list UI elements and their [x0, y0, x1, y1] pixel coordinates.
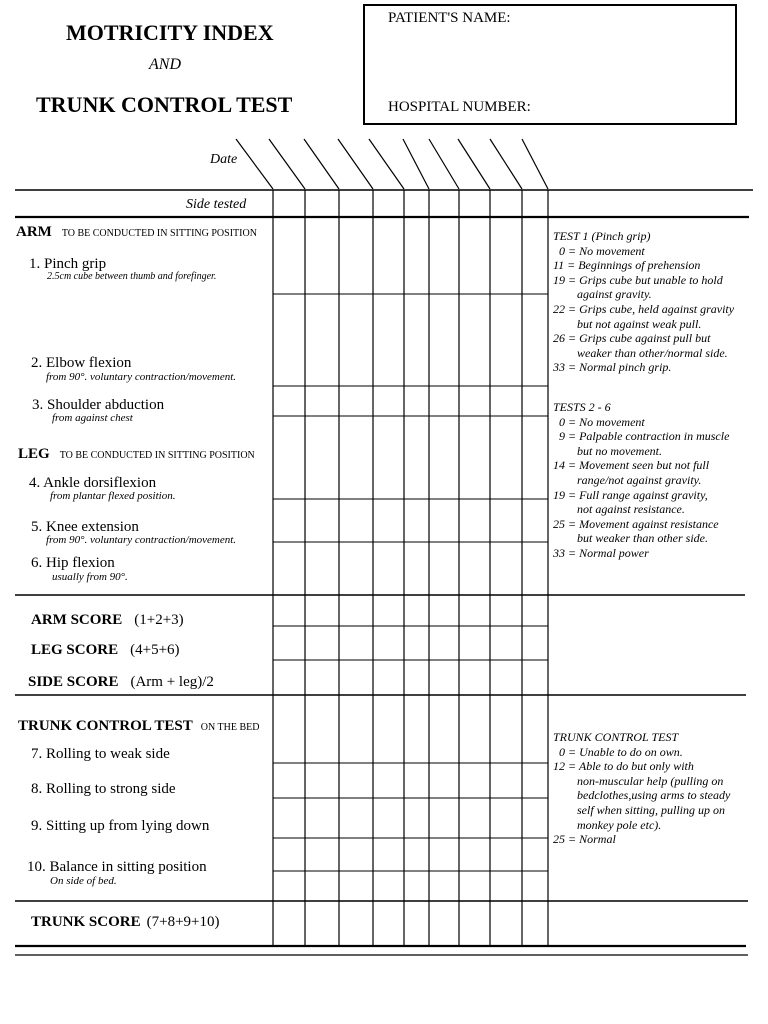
item-rolling-weak-side: 7. Rolling to weak side: [31, 746, 170, 762]
item-hip-flexion: 6. Hip flexion: [31, 555, 115, 571]
legend-tests-line: 25 = Movement against resistance: [553, 516, 719, 531]
legend-tests-line: 14 = Movement seen but not full: [553, 458, 710, 473]
legend-test1-line: TEST 1 (Pinch grip): [553, 229, 651, 243]
arm-section-heading: [16, 223, 257, 241]
item-elbow-flexion-sub: from 90°. voluntary contraction/movement.: [46, 371, 237, 383]
date-diagonal-line: [236, 139, 273, 189]
date-diagonal-line: [304, 139, 339, 189]
legend-test1-line: 0 = No movement: [553, 243, 645, 258]
item-knee-extension: 5. Knee extension: [31, 519, 139, 535]
arm-score-row: [31, 611, 184, 629]
legend-tests-line: 33 = Normal power: [553, 545, 649, 560]
hospital-number-label: HOSPITAL NUMBER:: [388, 99, 531, 115]
trunk-heading: TRUNK CONTROL TEST: [18, 718, 193, 734]
date-diagonal-line: [490, 139, 522, 189]
legend-tests-2-6: [553, 400, 729, 561]
title-trunk-control-test: TRUNK CONTROL TEST: [36, 92, 293, 117]
item-balance-sitting-sub: On side of bed.: [50, 875, 117, 887]
legend-test1-line: against gravity.: [553, 287, 652, 302]
legend-test1-line: weaker than other/normal side.: [553, 345, 728, 360]
legend-trunk-line: 25 = Normal: [553, 832, 616, 847]
legend-tests-line: 19 = Full range against gravity,: [553, 487, 708, 502]
legend-test1-line: 26 = Grips cube against pull but: [553, 331, 711, 346]
date-diagonal-line: [429, 139, 459, 189]
legend-test1-line: 11 = Beginnings of prehension: [553, 258, 701, 273]
trunk-score-row: [31, 913, 219, 931]
legend-tests-line: 9 = Palpable contraction in muscle: [553, 429, 730, 444]
legend-trunk-line: monkey pole etc).: [553, 817, 662, 832]
date-diagonal-line: [338, 139, 373, 189]
trunk-section-heading: [18, 717, 259, 735]
legend-trunk-line: non-muscular help (pulling on: [553, 773, 724, 788]
leg-score-row: [31, 641, 180, 659]
legend-test1-line: 19 = Grips cube but unable to hold: [553, 272, 723, 287]
side-tested-label: Side tested: [186, 197, 247, 212]
legend-test1-line: 22 = Grips cube, held against gravity: [553, 301, 735, 316]
arm-heading: ARM: [16, 224, 52, 240]
trunk-score-formula: (7+8+9+10): [146, 914, 220, 930]
side-score-label: SIDE SCORE: [28, 674, 119, 690]
legend-test1: [553, 229, 734, 375]
legend-trunk-control: [553, 730, 730, 847]
item-elbow-flexion: 2. Elbow flexion: [31, 355, 132, 371]
item-rolling-strong-side: 8. Rolling to strong side: [31, 781, 176, 797]
leg-score-formula: (4+5+6): [130, 642, 180, 658]
item-ankle-dorsiflexion-sub: from plantar flexed position.: [50, 490, 176, 502]
item-shoulder-abduction: 3. Shoulder abduction: [32, 397, 165, 413]
legend-trunk-line: 0 = Unable to do on own.: [553, 744, 683, 759]
patient-name-label: PATIENT'S NAME:: [388, 10, 511, 26]
side-score-formula: (Arm + leg)/2: [130, 674, 214, 690]
item-balance-sitting: 10. Balance in sitting position: [27, 859, 207, 875]
arm-note: TO BE CONDUCTED IN SITTING POSITION: [61, 228, 257, 239]
trunk-score-label: TRUNK SCORE: [31, 914, 141, 930]
date-diagonal-line: [522, 139, 548, 189]
item-knee-extension-sub: from 90°. voluntary contraction/movement.: [46, 534, 237, 546]
date-diagonal-line: [369, 139, 404, 189]
legend-test1-line: 33 = Normal pinch grip.: [553, 360, 672, 375]
legend-test1-line: but not against weak pull.: [553, 316, 702, 331]
title-motricity-index: MOTRICITY INDEX: [66, 20, 274, 45]
date-diagonal-line: [458, 139, 490, 189]
legend-tests-line: not against resistance.: [553, 502, 685, 517]
legend-trunk-line: 12 = Able to do but only with: [553, 759, 694, 774]
date-label: Date: [210, 152, 238, 167]
legend-tests-line: but weaker than other side.: [553, 531, 708, 546]
item-pinch-grip: 1. Pinch grip: [29, 256, 107, 272]
leg-heading: LEG: [18, 446, 50, 462]
legend-trunk-line: self when sitting, pulling up on: [553, 802, 726, 817]
title-and: AND: [149, 56, 181, 73]
date-diagonal-line: [403, 139, 429, 189]
arm-score-label: ARM SCORE: [31, 612, 123, 628]
item-pinch-grip-sub: 2.5cm cube between thumb and forefinger.: [47, 271, 217, 282]
legend-trunk-line: TRUNK CONTROL TEST: [553, 730, 679, 744]
date-diagonal-line: [269, 139, 305, 189]
trunk-note: ON THE BED: [200, 722, 260, 733]
legend-tests-line: 0 = No movement: [553, 414, 645, 429]
leg-section-heading: [18, 445, 255, 463]
item-shoulder-abduction-sub: from against chest: [52, 412, 133, 424]
legend-trunk-line: bedclothes,using arms to steady: [553, 788, 731, 803]
item-ankle-dorsiflexion: 4. Ankle dorsiflexion: [29, 475, 157, 491]
leg-note: TO BE CONDUCTED IN SITTING POSITION: [59, 450, 255, 461]
legend-tests-line: TESTS 2 - 6: [553, 400, 611, 414]
arm-score-formula: (1+2+3): [134, 612, 184, 628]
item-hip-flexion-sub: usually from 90°.: [52, 571, 128, 583]
item-sitting-up: 9. Sitting up from lying down: [31, 818, 210, 834]
legend-tests-line: range/not against gravity.: [553, 472, 702, 487]
side-score-row: [28, 673, 214, 691]
legend-tests-line: but no movement.: [553, 443, 662, 458]
leg-score-label: LEG SCORE: [31, 642, 119, 658]
